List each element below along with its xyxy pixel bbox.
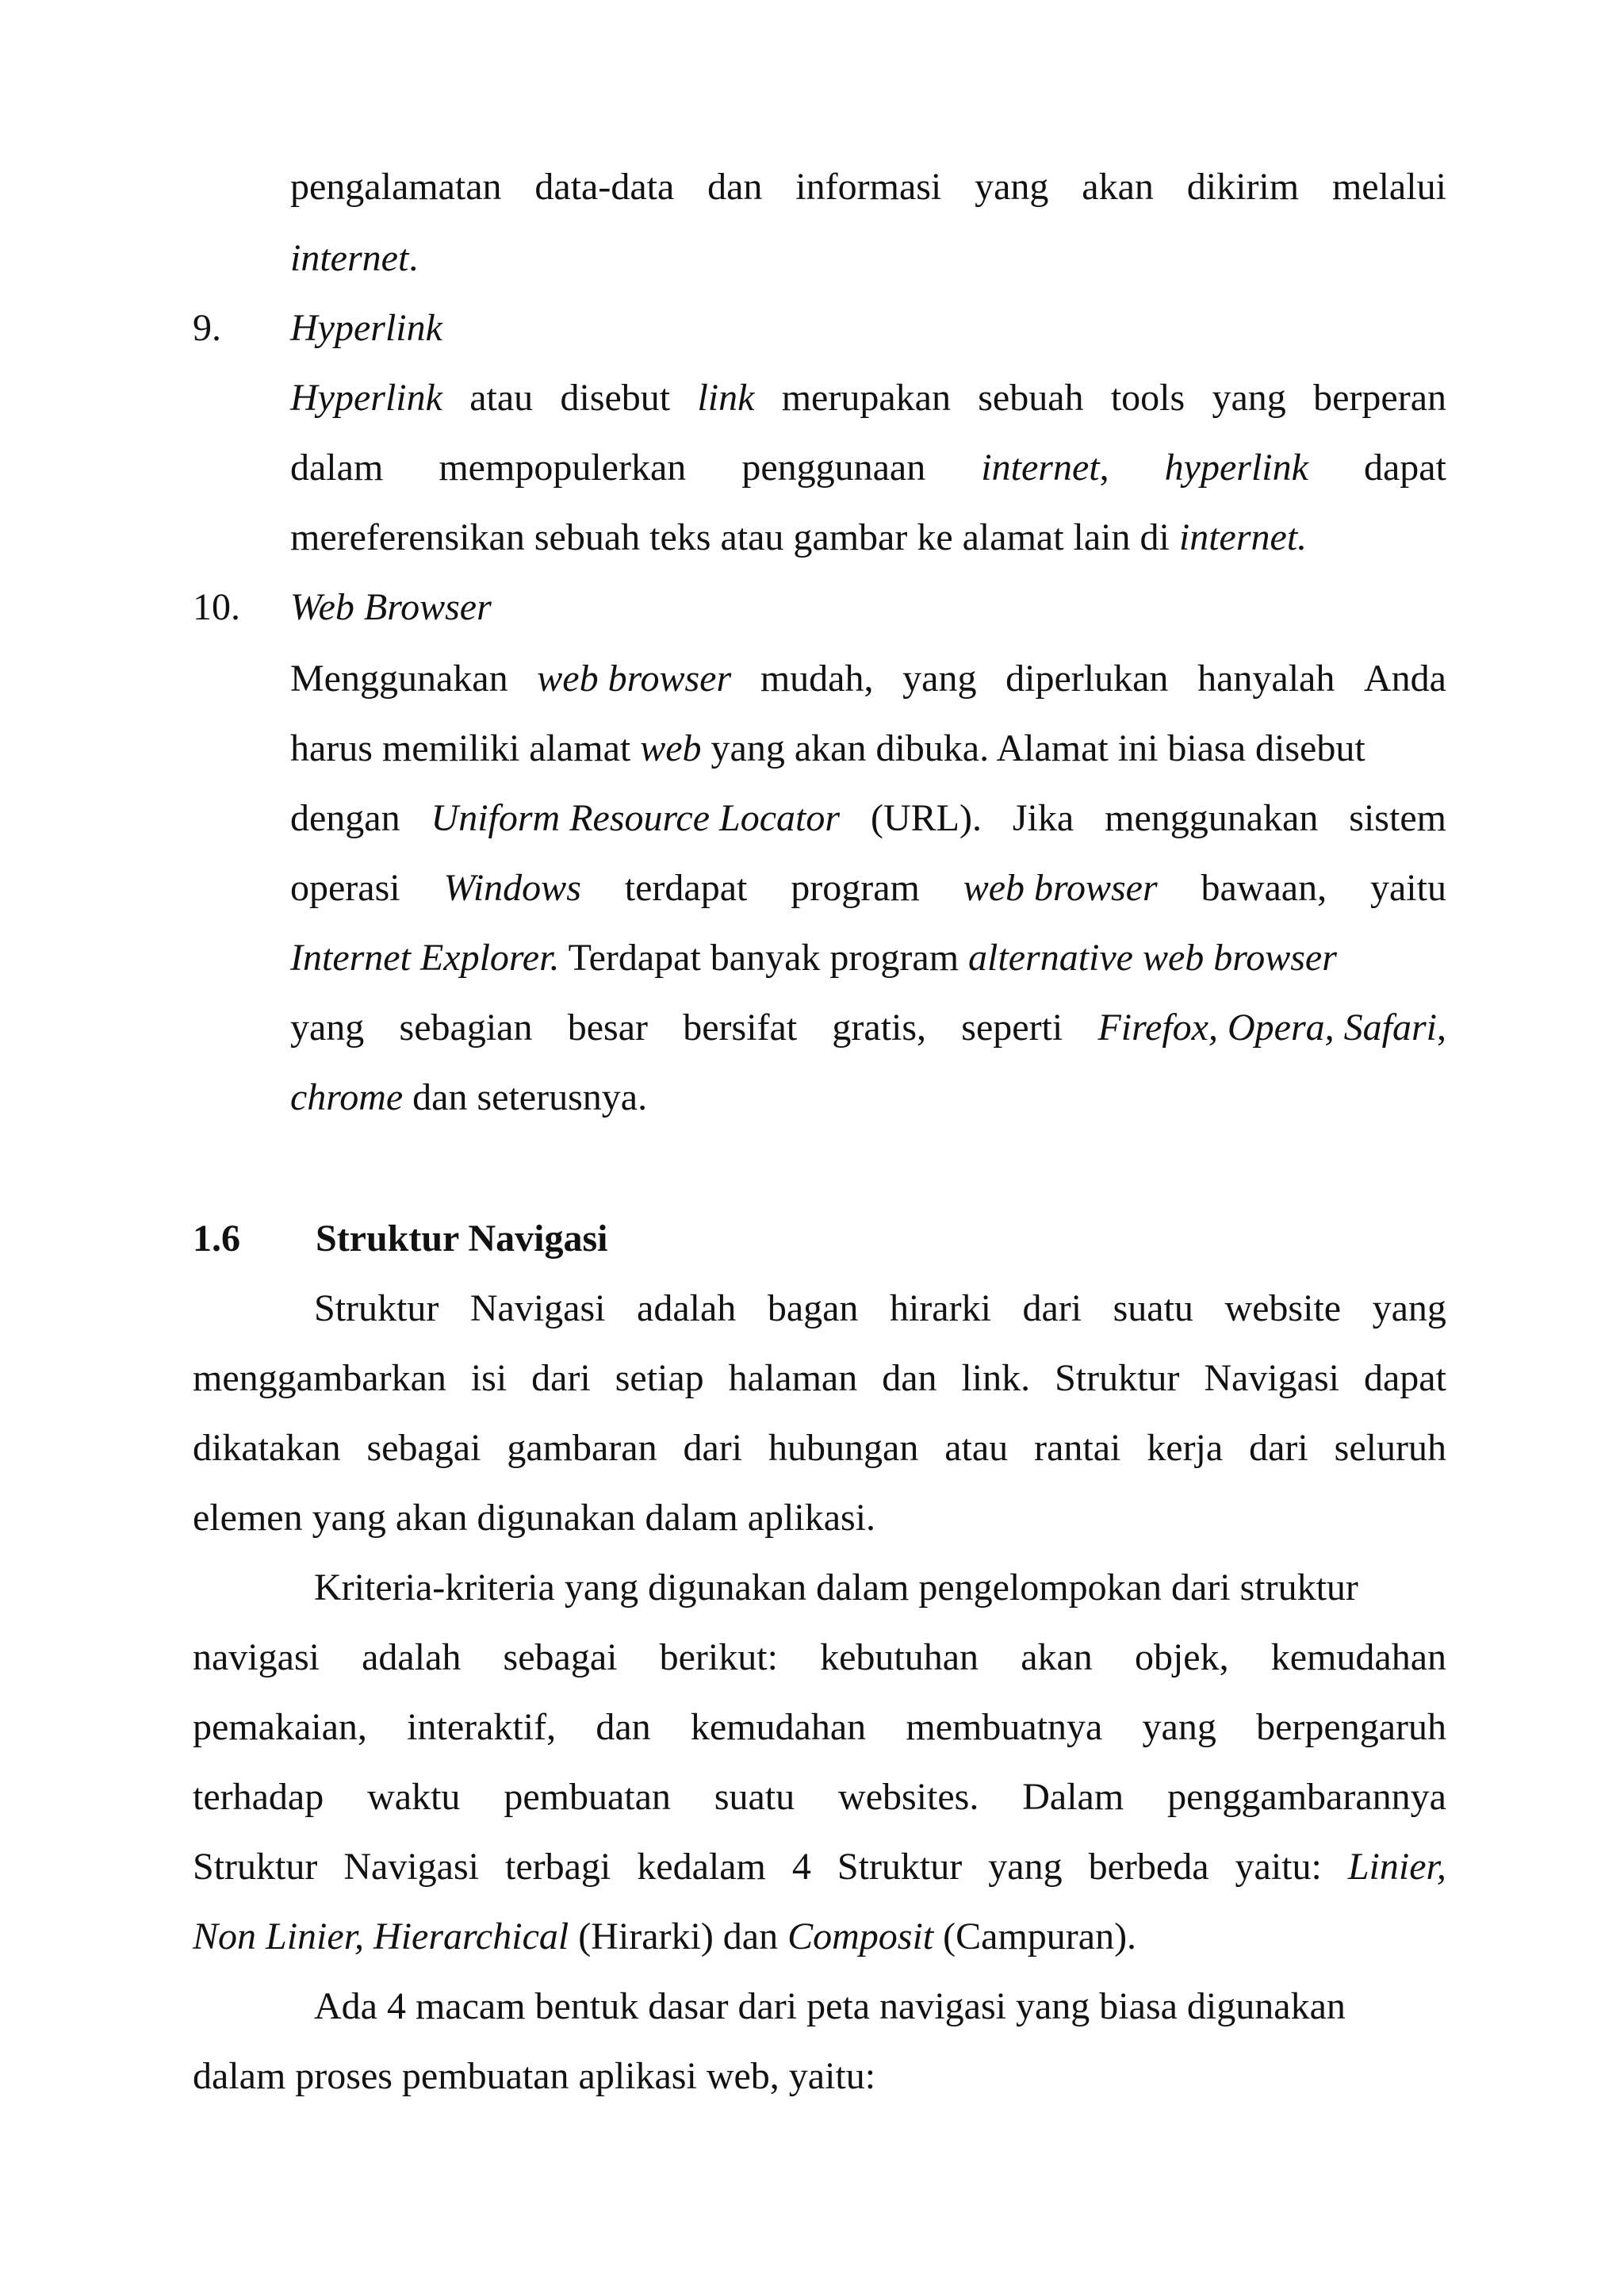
word: sebagai [503, 1636, 618, 1678]
word: dikatakan [193, 1427, 341, 1469]
para-3-line-2: dalam proses pembuatan aplikasi web, yaitu: [193, 2055, 876, 2097]
item-10-line-2: harus memiliki alamat web yang akan dibuka. Alamat ini biasa disebut [290, 727, 1365, 769]
word: dan [596, 1706, 651, 1748]
word: yang [1142, 1706, 1216, 1748]
item-10-line-5: Internet Explorer. Terdapat banyak program alternative web browser [290, 937, 1337, 979]
word: terhadap [193, 1776, 324, 1818]
para-2-line-2 [193, 1636, 1446, 1678]
para-2-line-5: Struktur Navigasi terbagi kedalam 4 Struktur yang berbeda yaitu: Linier, [193, 1846, 1446, 1888]
item-10-line-4: operasi Windows terdapat program web browser bawaan, yaitu [290, 867, 1446, 909]
word: yang [1372, 1287, 1446, 1329]
item-9-line-3: mereferensikan sebuah teks atau gambar ke alamat lain di internet. [290, 516, 1308, 558]
word: dari [683, 1427, 743, 1469]
word: seluruh [1334, 1427, 1446, 1469]
word: adalah [637, 1287, 737, 1329]
para-1-line-3 [193, 1429, 1446, 1467]
item-9-number: 9. [193, 307, 221, 349]
para-2-line-6: Non Linier, Hierarchical (Hirarki) dan Composit (Campuran). [193, 1915, 1137, 1957]
section-title: Struktur Navigasi [316, 1217, 608, 1260]
word: sebagai [366, 1427, 481, 1469]
word: yang [975, 166, 1049, 208]
word: pemakaian, [193, 1706, 367, 1748]
para-1-line-1 [314, 1287, 1446, 1329]
word: melalui [1331, 166, 1446, 208]
word: data-data [534, 166, 675, 208]
word: websites. [838, 1776, 979, 1818]
para-1-line-4: elemen yang akan digunakan dalam aplikasi. [193, 1497, 876, 1539]
word: rantai [1034, 1427, 1121, 1469]
word: penggambarannya [1167, 1776, 1446, 1818]
item-10-line-7: chrome dan seterusnya. [290, 1076, 648, 1118]
word: dari [1249, 1427, 1308, 1469]
word: bagan [767, 1287, 859, 1329]
word: berpengaruh [1256, 1706, 1446, 1748]
word: berikut: [659, 1636, 778, 1678]
word: kerja [1147, 1427, 1224, 1469]
para-2-line-1: Kriteria-kriteria yang digunakan dalam pengelompokan dari struktur [314, 1566, 1358, 1609]
word: hubungan [768, 1427, 919, 1469]
word: dari [531, 1357, 591, 1399]
word: navigasi [193, 1636, 320, 1678]
word: suatu [1113, 1287, 1193, 1329]
word: dikirim [1186, 166, 1300, 208]
item-10-number: 10. [193, 586, 240, 628]
para-3-line-1: Ada 4 macam bentuk dasar dari peta navigasi yang biasa digunakan [314, 1985, 1346, 2027]
word: akan [1021, 1636, 1093, 1678]
word: hirarki [889, 1287, 991, 1329]
para-2-line-3 [193, 1708, 1446, 1747]
word: kemudahan [1270, 1636, 1446, 1678]
para-1-line-2 [193, 1359, 1446, 1398]
item-10-title: Web Browser [290, 586, 492, 628]
word: kemudahan [690, 1706, 867, 1748]
word: menggambarkan [193, 1357, 446, 1399]
word: informasi [795, 166, 942, 208]
word: link. [961, 1357, 1031, 1399]
section-number: 1.6 [193, 1217, 240, 1260]
item-9-line-2: dalam mempopulerkan penggunaan internet, hyperlink dapat [290, 447, 1446, 489]
word: membuatnya [906, 1706, 1103, 1748]
item-10-line-1: Menggunakan web browser mudah, yang diperlukan hanyalah Anda [290, 658, 1446, 700]
word: pengalamatan [290, 166, 502, 208]
word: kebutuhan [820, 1636, 979, 1678]
word: Dalam [1022, 1776, 1124, 1818]
continuation-line-2: internet. [290, 237, 419, 279]
word: waktu [367, 1776, 461, 1818]
word: dan [882, 1357, 937, 1399]
word: setiap [615, 1357, 704, 1399]
word: halaman [728, 1357, 858, 1399]
continuation-line-1 [290, 168, 1446, 206]
word: interaktif, [407, 1706, 557, 1748]
word: objek, [1134, 1636, 1229, 1678]
item-10-line-6: yang sebagian besar bersifat gratis, seperti Firefox, Opera, Safari, [290, 1007, 1446, 1049]
word: dapat [1363, 1357, 1446, 1399]
word: website [1224, 1287, 1342, 1329]
item-9-line-1: Hyperlink atau disebut link merupakan sebuah tools yang berperan [290, 377, 1446, 419]
word: Struktur [1055, 1357, 1180, 1399]
internet-term: internet [290, 237, 409, 279]
item-9-title: Hyperlink [290, 307, 442, 349]
para-2-line-4 [193, 1778, 1446, 1816]
word: akan [1082, 166, 1154, 208]
word: adalah [362, 1636, 462, 1678]
word: isi [470, 1357, 508, 1399]
item-10-line-3: dengan Uniform Resource Locator (URL). Jika menggunakan sistem [290, 797, 1446, 839]
word: pembuatan [504, 1776, 671, 1818]
word: suatu [714, 1776, 795, 1818]
word: gambaran [507, 1427, 657, 1469]
word: dari [1022, 1287, 1082, 1329]
word: dan [707, 166, 763, 208]
word: atau [944, 1427, 1009, 1469]
word: Struktur [314, 1287, 439, 1329]
word: Navigasi [1204, 1357, 1339, 1399]
word: Navigasi [469, 1287, 606, 1329]
